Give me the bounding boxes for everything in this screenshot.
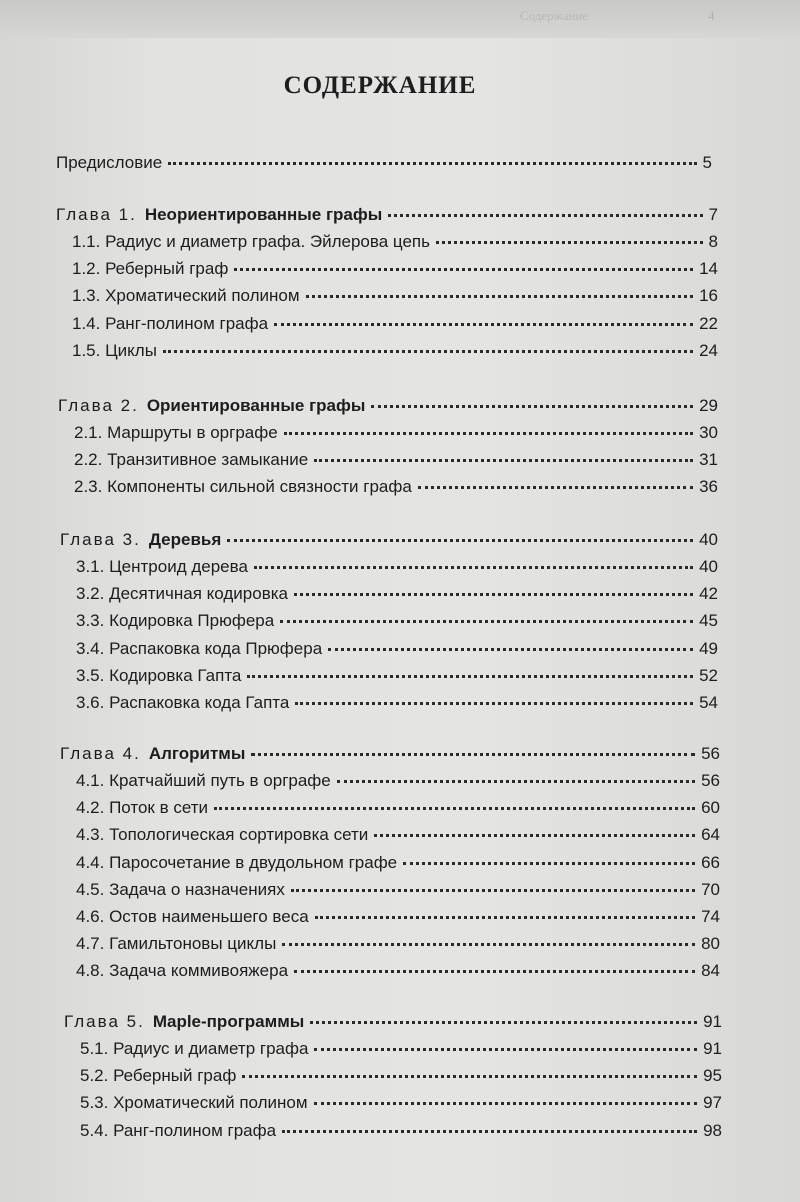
toc-page-number: 64 — [701, 825, 720, 845]
leader-dots — [280, 620, 693, 623]
toc-page-number: 24 — [699, 340, 718, 360]
toc-page-number: 52 — [699, 665, 718, 685]
toc-chapter-row — [56, 205, 718, 225]
toc-chapter-row — [58, 396, 718, 416]
toc-entry-label: 4.2. Поток в сети — [76, 798, 209, 818]
toc-section-row — [72, 314, 718, 334]
chapter-heading — [64, 1012, 304, 1032]
leader-dots — [310, 1021, 697, 1024]
toc-section-row — [80, 1039, 722, 1059]
toc-page-number: 54 — [699, 693, 718, 712]
toc-entry-label: 5.1. Радиус и диаметр графа — [80, 1039, 309, 1058]
leader-dots — [282, 943, 695, 946]
leader-dots — [314, 459, 693, 462]
toc-entry-label: 4.7. Гамильтоновы циклы — [76, 934, 277, 954]
toc-section-row — [76, 880, 720, 900]
chapter-title: Деревья — [148, 530, 222, 549]
leader-dots — [315, 916, 695, 919]
leader-dots — [328, 648, 693, 651]
toc-section-row — [74, 477, 718, 497]
toc-page-number: 70 — [701, 879, 720, 899]
page-title: СОДЕРЖАНИЕ — [283, 72, 477, 99]
toc-section-row — [74, 450, 718, 470]
leader-dots — [168, 162, 696, 165]
toc-page-number: 16 — [699, 286, 718, 306]
toc-page-number: 36 — [699, 477, 718, 497]
chapter-title: Maple-программы — [152, 1012, 305, 1031]
leader-dots — [274, 323, 693, 326]
toc-entry-label: Предисловие — [56, 153, 163, 172]
toc-entry-label: 3.4. Распаковка кода Прюфера — [76, 638, 323, 658]
toc-entry-label: 4.8. Задача коммивояжера — [76, 961, 289, 981]
toc-entry-label: 5.2. Реберный граф — [80, 1066, 237, 1086]
toc-page-number: 74 — [701, 907, 720, 926]
toc-section-row — [80, 1121, 722, 1141]
toc-page-number: 14 — [699, 259, 718, 279]
chapter-title: Неориентированные графы — [144, 205, 383, 224]
running-header-page-number: 4 — [708, 8, 715, 23]
leader-dots — [295, 702, 693, 705]
toc-chapter-row — [64, 1012, 722, 1032]
chapter-number: Глава 2. — [58, 396, 139, 415]
chapter-heading — [58, 396, 365, 416]
leader-dots — [291, 889, 695, 892]
toc-entry-label: 1.5. Циклы — [72, 340, 157, 360]
toc-section-row — [76, 798, 720, 818]
toc-section-row — [76, 611, 718, 631]
toc-entry-label: 5.4. Ранг-полином графа — [80, 1120, 277, 1140]
leader-dots — [436, 241, 703, 244]
toc-page-number: 42 — [699, 584, 718, 604]
chapter-title: Ориентированные графы — [146, 396, 366, 415]
toc-page-number: 84 — [701, 961, 720, 981]
leader-dots — [306, 295, 694, 298]
toc-section-row — [76, 584, 718, 604]
toc-preface-row — [56, 153, 712, 173]
toc-entry-label: 1.3. Хроматический полином — [72, 286, 300, 306]
toc-chapter-row — [60, 744, 720, 764]
chapter-title: Алгоритмы — [148, 744, 246, 763]
chapter-number: Глава 4. — [60, 744, 141, 763]
toc-entry-label: 1.2. Реберный граф — [72, 259, 229, 279]
chapter-number: Глава 5. — [64, 1012, 145, 1031]
leader-dots — [214, 807, 695, 810]
toc-entry-label: 3.5. Кодировка Гапта — [76, 665, 242, 685]
leader-dots — [282, 1130, 697, 1133]
chapter-heading — [60, 530, 221, 550]
toc-entry-label: 3.6. Распаковка кода Гапта — [76, 693, 290, 712]
toc-page-number: 5 — [702, 153, 712, 172]
toc-page-number: 45 — [699, 611, 718, 631]
leader-dots — [418, 486, 693, 489]
toc-page-number: 98 — [703, 1120, 722, 1140]
toc-page-number: 22 — [699, 313, 718, 333]
leader-dots — [242, 1075, 697, 1078]
toc-section-row — [76, 693, 718, 713]
leader-dots — [163, 350, 693, 353]
toc-page-number: 29 — [699, 396, 718, 415]
toc-page-number: 31 — [699, 450, 718, 470]
toc-page-number: 95 — [703, 1066, 722, 1086]
leader-dots — [284, 432, 693, 435]
toc-page-number: 91 — [703, 1039, 722, 1058]
toc-entry-label: 2.3. Компоненты сильной связности графа — [74, 477, 412, 497]
toc-entry-label: 1.4. Ранг-полином графа — [72, 313, 269, 333]
toc-entry-label: 2.1. Маршруты в орграфе — [74, 423, 278, 442]
toc-section-row — [76, 907, 720, 927]
toc-section-row — [76, 639, 718, 659]
leader-dots — [314, 1048, 697, 1051]
toc-page-number: 56 — [701, 744, 720, 763]
toc-section-row — [72, 341, 718, 361]
toc-entry-label: 4.1. Кратчайший путь в орграфе — [76, 771, 331, 790]
leader-dots — [254, 566, 693, 569]
toc-section-row — [76, 961, 720, 981]
leader-dots — [337, 780, 695, 783]
toc-entry-label: 3.3. Кодировка Прюфера — [76, 611, 275, 631]
leader-dots — [388, 214, 702, 217]
toc-entry-label: 1.1. Радиус и диаметр графа. Эйлерова цепь — [72, 232, 430, 251]
toc-page-number: 80 — [701, 934, 720, 954]
toc-chapter-row — [60, 530, 718, 550]
toc-section-row — [72, 232, 718, 252]
toc-entry-label: 4.5. Задача о назначениях — [76, 879, 285, 899]
leader-dots — [403, 862, 695, 865]
toc-page-number: 97 — [703, 1093, 722, 1113]
toc-entry-label: 4.3. Топологическая сортировка сети — [76, 825, 369, 845]
toc-page-number: 30 — [699, 423, 718, 442]
leader-dots — [374, 834, 695, 837]
toc-section-row — [76, 666, 718, 686]
leader-dots — [251, 753, 695, 756]
leader-dots — [314, 1102, 698, 1105]
toc-entry-label: 5.3. Хроматический полином — [80, 1093, 308, 1113]
toc-section-row — [76, 934, 720, 954]
toc-page-number: 40 — [699, 557, 718, 576]
running-header-text: Содержание — [520, 8, 589, 23]
toc-section-row — [76, 771, 720, 791]
leader-dots — [247, 675, 693, 678]
toc-page-number: 40 — [699, 530, 718, 549]
toc-page-number: 56 — [701, 771, 720, 790]
toc-section-row — [80, 1093, 722, 1113]
leader-dots — [294, 970, 695, 973]
leader-dots — [294, 593, 693, 596]
toc-entry-label: 2.2. Транзитивное замыкание — [74, 450, 309, 470]
toc-page-number: 66 — [701, 852, 720, 872]
toc-entry-label: 4.4. Паросочетание в двудольном графе — [76, 852, 398, 872]
toc-section-row — [80, 1066, 722, 1086]
chapter-number: Глава 1. — [56, 205, 137, 224]
leader-dots — [371, 405, 693, 408]
toc-entry-label: 4.6. Остов наименьшего веса — [76, 907, 309, 926]
toc-section-row — [76, 557, 718, 577]
toc-section-row — [76, 853, 720, 873]
leader-dots — [234, 268, 693, 271]
toc-section-row — [72, 286, 718, 306]
toc-entry-label: 3.2. Десятичная кодировка — [76, 584, 288, 604]
toc-page-number: 8 — [708, 232, 718, 251]
chapter-heading — [56, 205, 382, 225]
toc-page-number: 7 — [708, 205, 718, 224]
chapter-heading — [60, 744, 245, 764]
leader-dots — [227, 539, 693, 542]
toc-page-number: 49 — [699, 638, 718, 658]
toc-page-number: 60 — [701, 798, 720, 818]
toc-entry-label: 3.1. Центроид дерева — [76, 557, 248, 576]
toc-page-number: 91 — [703, 1012, 722, 1031]
chapter-number: Глава 3. — [60, 530, 141, 549]
toc-section-row — [74, 423, 718, 443]
toc-section-row — [72, 259, 718, 279]
toc-section-row — [76, 825, 720, 845]
